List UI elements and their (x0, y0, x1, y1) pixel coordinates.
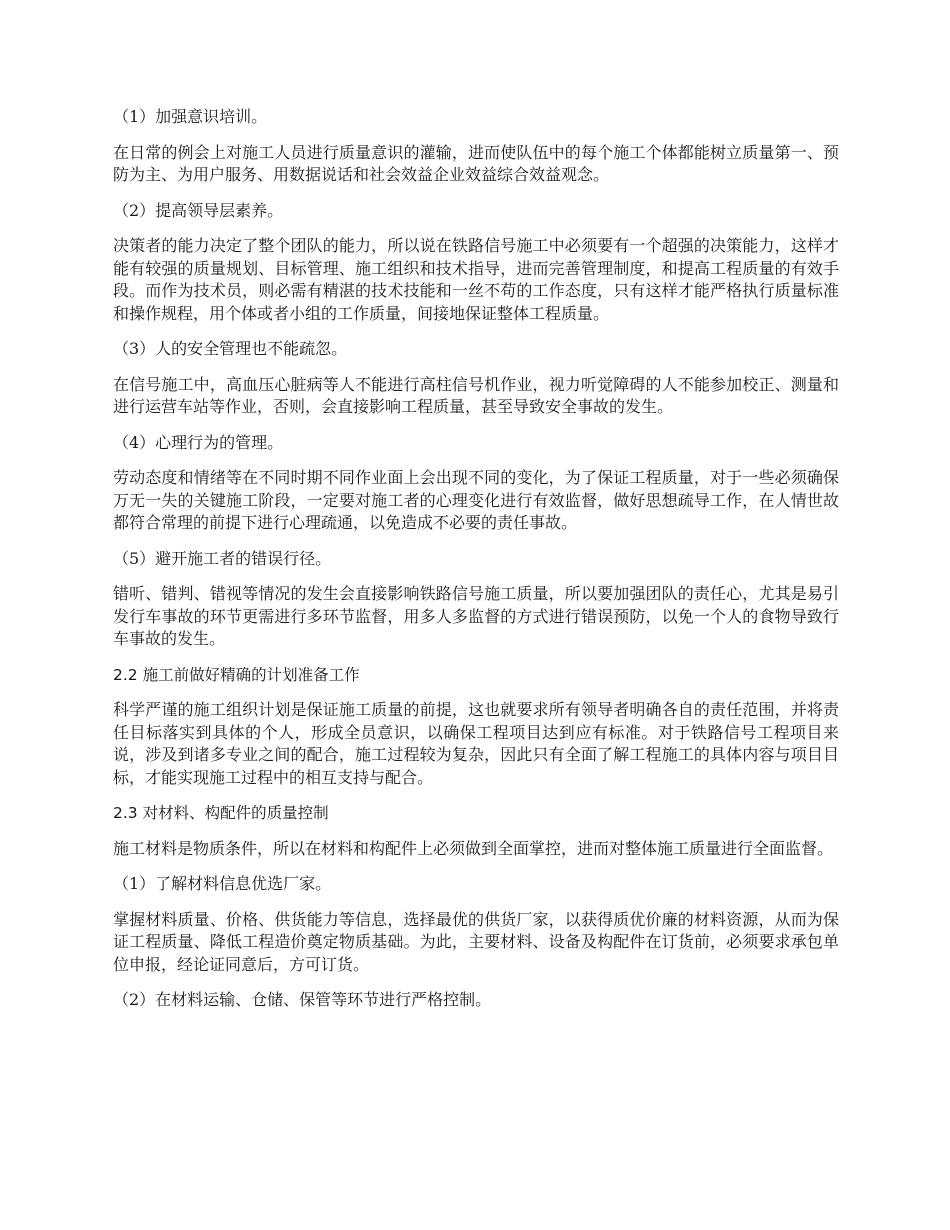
list-item-3: （3）人的安全管理也不能疏忽。 (113, 339, 348, 358)
document-page (113, 106, 839, 1025)
paragraph: 科学严谨的施工组织计划是保证施工质量的前提，这也就要求所有领导者明确各自的责任范围，并将责任目标落实到具体的个人，形成全员意识，以确保工程项目达到应有标准。对于铁路信号工程项目来说，涉及到诸多专业之间的配合，施工过程较为复杂，因此只有全面了解工程施工的具体内容与项目目标，才能实现施工过程中的相互支持与配合。 (113, 700, 839, 787)
list-item-1: （1）了解材料信息优选厂家。 (113, 874, 332, 893)
list-item-5: （5）避开施工者的错误行径。 (113, 548, 332, 568)
list-item-1: （1）加强意识培训。 (113, 107, 268, 126)
paragraph: 施工材料是物质条件，所以在材料和构配件上必须做到全面掌控，进而对整体施工质量进行全面监督。 (113, 838, 834, 858)
list-item-2: （2）在材料运输、仓储、保管等环节进行严格控制。 (113, 990, 492, 1009)
list-item-2: （2）提高领导层素养。 (113, 200, 284, 220)
paragraph: 错听、错判、错视等情况的发生会直接影响铁路信号施工质量，所以要加强团队的责任心，尤其是易引发行车事故的环节更需进行多环节监督，用多人多监督的方式进行错误预防，以免一个人的食物导致行车事故的发生。 (113, 584, 839, 648)
paragraph: 掌握材料质量、价格、供货能力等信息，选择最优的供货厂家，以获得质优价廉的材料资源，从而为保证工程质量、降低工程造价奠定物质基础。为此，主要材料、设备及构配件在订货前，必须要求承包单位申报，经论证同意后，方可订货。 (113, 909, 839, 974)
section-heading-2-2: 2.2 施工前做好精确的计划准备工作 (113, 665, 360, 684)
paragraph: 在信号施工中，高血压心脏病等人不能进行高柱信号机作业，视力听觉障碍的人不能参加校正、测量和进行运营车站等作业，否则，会直接影响工程质量，甚至导致安全事故的发生。 (113, 374, 839, 416)
paragraph: 在日常的例会上对施工人员进行质量意识的灌输，进而使队伍中的每个施工个体都能树立质量第一、预防为主、为用户服务、用数据说话和社会效益企业效益综合效益观念。 (113, 142, 839, 184)
list-item-4: （4）心理行为的管理。 (113, 432, 284, 452)
section-heading-2-3: 2.3 对材料、构配件的质量控制 (113, 804, 329, 822)
paragraph: 决策者的能力决定了整个团队的能力，所以说在铁路信号施工中必须要有一个超强的决策能力，这样才能有较强的质量规划、目标管理、施工组织和技术指导，进而完善管理制度，和提高工程质量的有效手段。而作为技术员，则必需有精湛的技术技能和一丝不苟的工作态度，只有这样才能严格执行质量标准和操作规程，用个体或者小组的工作质量，间接地保证整体工程质量。 (113, 236, 839, 323)
paragraph: 劳动态度和情绪等在不同时期不同作业面上会出现不同的变化，为了保证工程质量，对于一些必须确保万无一失的关键施工阶段，一定要对施工者的心理变化进行有效监督，做好思想疏导工作，在人情世故都符合常理的前提下进行心理疏通，以免造成不必要的责任事故。 (113, 468, 839, 532)
